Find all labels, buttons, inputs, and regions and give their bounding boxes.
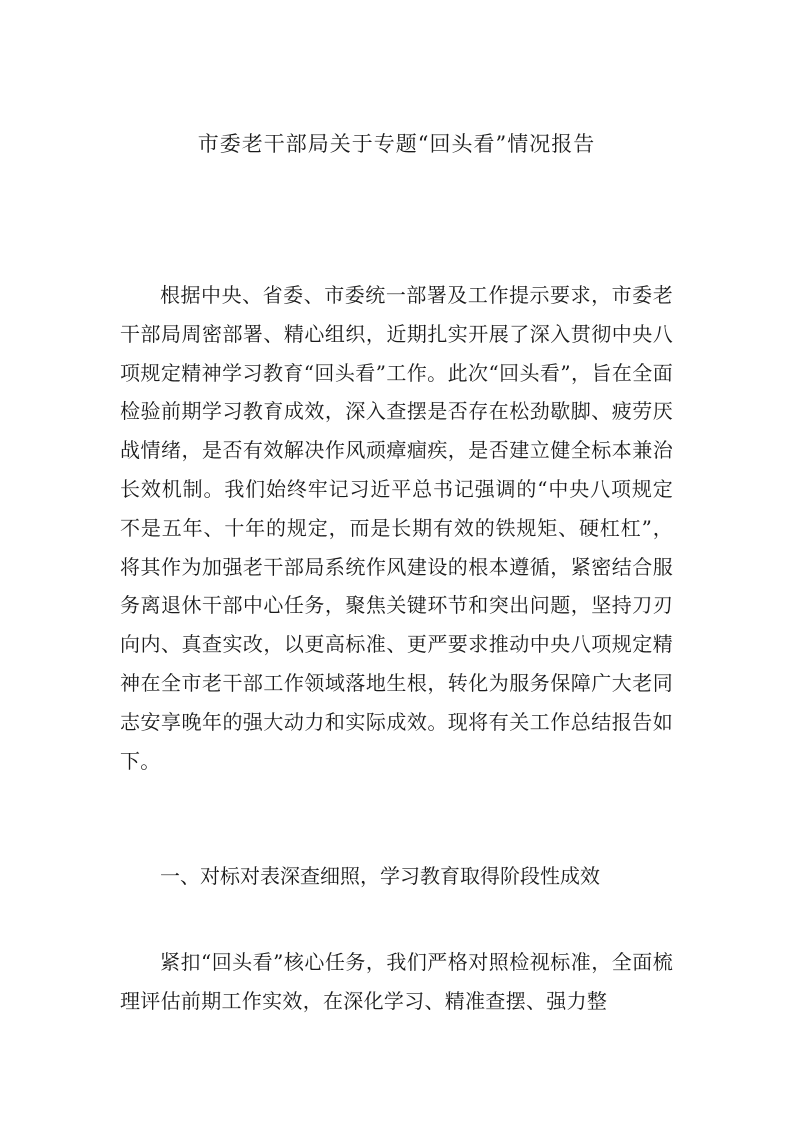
intro-paragraph: 根据中央、省委、市委统一部署及工作提示要求，市委老干部局周密部署、精心组织，近期扎实开展了深入贯彻中央八项规定精神学习教育“回头看”工作。此次“回头看”，旨在全面检验前期学习教育成效，深入查摆是否存在松劲歇脚、疲劳厌战情绪，是否有效解决作风顽瘴痼疾，是否建立健全标本兼治长效机制。我们始终牢记习近平总书记强调的“中央八项规定不是五年、十年的规定，而是长期有效的铁规矩、硬杠杠”，将其作为加强老干部局系统作风建设的根本遵循，紧密结合服务离退休干部中心任务，聚焦关键环节和突出问题，坚持刀刃向内、真查实改，以更高标准、更严要求推动中央八项规定精神在全市老干部工作领域落地生根，转化为服务保障广大老同志安享晚年的强大动力和实际成效。现将有关工作总结报告如下。: [120, 283, 673, 773]
document-title: 市委老干部局关于专题“回头看”情况报告: [197, 132, 596, 156]
section-1-paragraph: 紧扣“回头看”核心任务，我们严格对照检视标准，全面梳理评估前期工作实效，在深化学习、精准查摆、强力整: [120, 950, 673, 1013]
section-heading-1: 一、对标对表深查细照，学习教育取得阶段性成效: [160, 864, 600, 888]
